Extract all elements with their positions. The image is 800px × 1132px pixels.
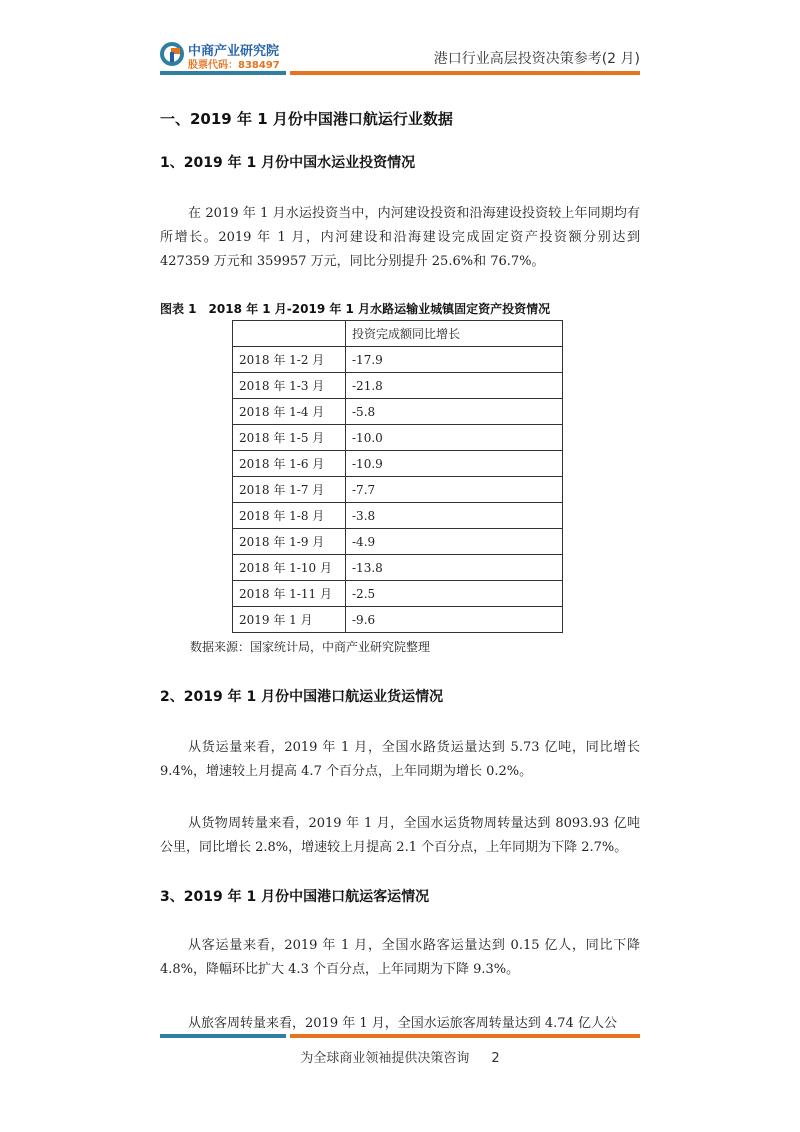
table-row [233, 399, 563, 425]
logo-stock-code: 股票代码：838497 [188, 60, 280, 71]
period-cell: 2018 年 1-4 月 [233, 399, 346, 425]
subsection-heading-1: 1、2019 年 1 月份中国水运业投资情况 [160, 155, 416, 171]
paragraph-freight-turnover: 从货物周转量来看，2019 年 1 月，全国水运货物周转量达到 8093.93 亿吨公里，同比增长 2.8%，增速较上月提高 2.1 个百分点，上年同期为下降 2.7%。 [160, 816, 640, 855]
footer-rule-orange [290, 1034, 640, 1038]
header-rule-blue [160, 71, 286, 75]
period-cell: 2018 年 1-2 月 [233, 347, 346, 373]
company-logo [160, 40, 290, 70]
growth-value-cell: -10.0 [346, 425, 563, 451]
period-cell: 2019 年 1 月 [233, 607, 346, 633]
table-row [233, 425, 563, 451]
logo-mark-icon [160, 42, 184, 66]
period-cell: 2018 年 1-3 月 [233, 373, 346, 399]
footer-rule-blue [160, 1034, 286, 1038]
logo-name: 中商产业研究院 [188, 44, 280, 59]
table-row [233, 477, 563, 503]
growth-value-cell: -17.9 [346, 347, 563, 373]
table-row [233, 607, 563, 633]
growth-value-cell: -7.7 [346, 477, 563, 503]
page-footer [0, 1047, 800, 1066]
period-cell: 2018 年 1-9 月 [233, 529, 346, 555]
table-header-row [233, 321, 563, 347]
period-cell: 2018 年 1-7 月 [233, 477, 346, 503]
growth-value-cell: -10.9 [346, 451, 563, 477]
table-row [233, 529, 563, 555]
period-cell: 2018 年 1-6 月 [233, 451, 346, 477]
figure-caption: 图表 1 2018 年 1 月-2019 年 1 月水路运输业城镇固定资产投资情况 [160, 302, 551, 316]
report-title: 港口行业高层投资决策参考(2 月) [433, 51, 640, 67]
table-row [233, 373, 563, 399]
table-row [233, 581, 563, 607]
table-header-cell [233, 321, 346, 347]
period-cell: 2018 年 1-5 月 [233, 425, 346, 451]
period-cell: 2018 年 1-8 月 [233, 503, 346, 529]
investment-table [232, 320, 563, 633]
period-cell: 2018 年 1-10 月 [233, 555, 346, 581]
subsection-heading-2: 2、2019 年 1 月份中国港口航运业货运情况 [160, 689, 444, 705]
table-row [233, 451, 563, 477]
header-rule-orange [290, 71, 640, 75]
growth-value-cell: -9.6 [346, 607, 563, 633]
growth-value-cell: -21.8 [346, 373, 563, 399]
table-row [233, 503, 563, 529]
growth-value-cell: -4.9 [346, 529, 563, 555]
growth-value-cell: -5.8 [346, 399, 563, 425]
table-row [233, 347, 563, 373]
growth-value-cell: -3.8 [346, 503, 563, 529]
table-header-cell: 投资完成额同比增长 [346, 321, 563, 347]
paragraph-freight-volume: 从货运量来看，2019 年 1 月，全国水路货运量达到 5.73 亿吨，同比增长 9.4%，增速较上月提高 4.7 个百分点，上年同期为增长 0.2%。 [160, 740, 640, 779]
growth-value-cell: -2.5 [346, 581, 563, 607]
paragraph-passenger-volume: 从客运量来看，2019 年 1 月，全国水路客运量达到 0.15 亿人，同比下降 4.8%，降幅环比扩大 4.3 个百分点，上年同期为下降 9.3%。 [160, 938, 640, 977]
section-heading: 一、2019 年 1 月份中国港口航运行业数据 [160, 110, 453, 128]
table-row [233, 555, 563, 581]
period-cell: 2018 年 1-11 月 [233, 581, 346, 607]
data-source: 数据来源：国家统计局，中商产业研究院整理 [190, 640, 431, 654]
page-header [0, 0, 800, 80]
subsection-heading-3: 3、2019 年 1 月份中国港口航运客运情况 [160, 889, 430, 905]
page-number: 2 [491, 1051, 500, 1066]
growth-value-cell: -13.8 [346, 555, 563, 581]
footer-slogan: 为全球商业领袖提供决策咨询 [300, 1051, 470, 1066]
paragraph-passenger-turnover: 从旅客周转量来看，2019 年 1 月，全国水运旅客周转量达到 4.74 亿人公 [188, 1016, 617, 1031]
paragraph-investment: 在 2019 年 1 月水运投资当中，内河建设投资和沿海建设投资较上年同期均有所增长。2019 年 1 月，内河建设和沿海建设完成固定资产投资额分别达到 427359 万元和 359957 万元，同比分别提升 25.6%和 76.7%。 [160, 206, 640, 269]
